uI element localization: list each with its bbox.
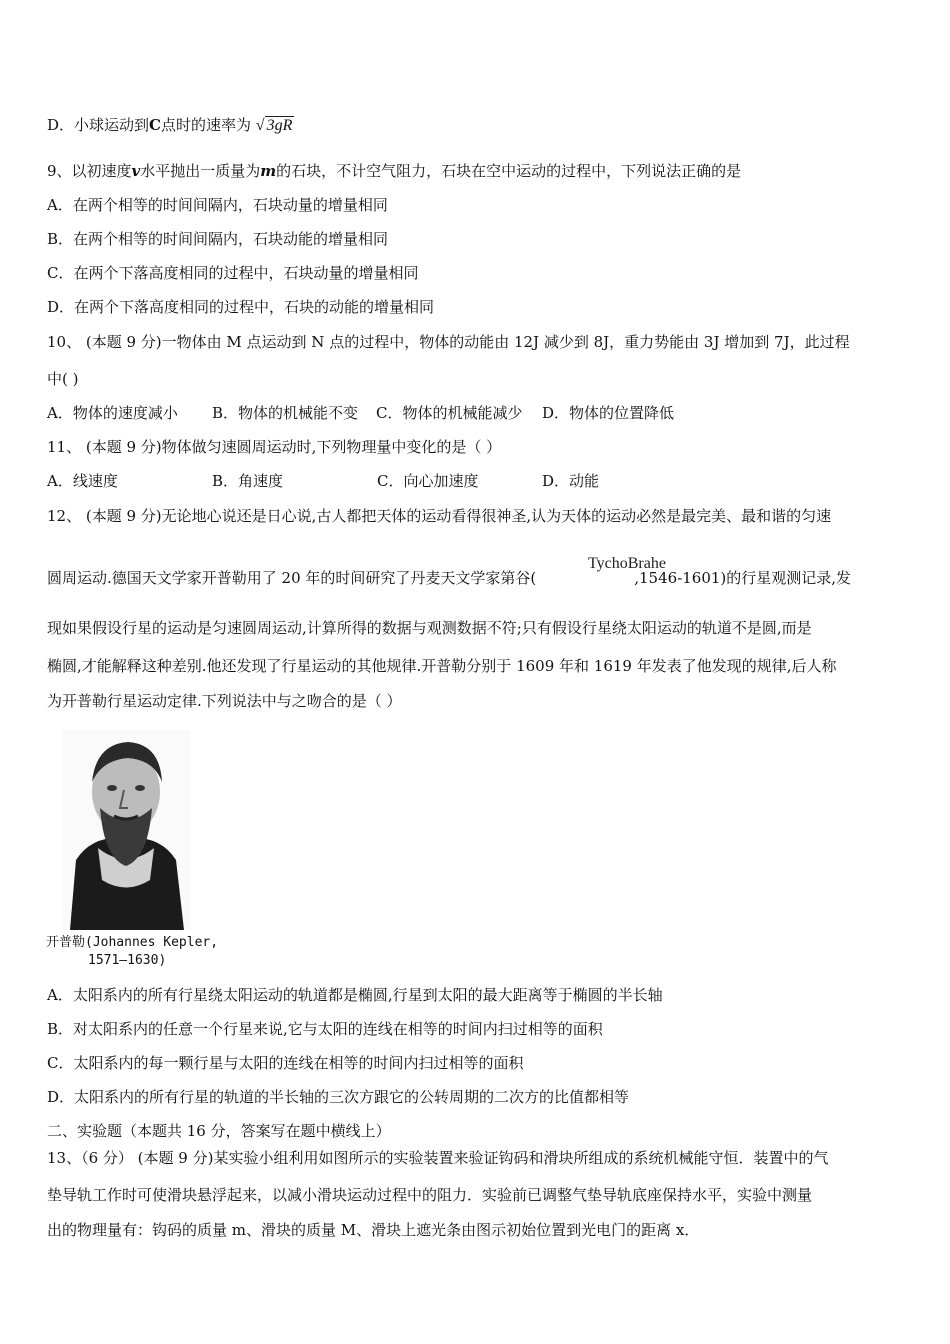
sqrt-expression: √ 3gR [255,117,293,134]
q8-option-d-point: C [149,116,161,134]
q12-stem-line2-a: 圆周运动.德国天文学家开普勒用了 20 年的时间研究了丹麦天文学家第谷( [47,569,537,587]
q9-var-m: m [260,162,277,180]
q12-stem-line3: 现如果假设行星的运动是匀速圆周运动,计算所得的数据与观测数据不符;只有假设行星绕太阳运动的轨道不是圆,而是 [47,619,812,637]
q8-option-d-mid: 点时的速率为 [160,116,251,134]
q12-stem-line5: 为开普勒行星运动定律.下列说法中与之吻合的是（ ） [47,692,402,710]
sqrt-radicand: 3gR [266,117,293,134]
q9-stem-c: 的石块，不计空气阻力，石块在空中运动的过程中，下列说法正确的是 [276,162,742,180]
q9-option-a: A．在两个相等的时间间隔内，石块动量的增量相同 [47,196,388,214]
q10-option-c: C．物体的机械能减少 [376,404,523,422]
q11-option-b: B．角速度 [212,472,284,490]
q10-stem-line1: 10、 (本题 9 分)一物体由 M 点运动到 N 点的过程中，物体的动能由 12J 减少到 8J，重力势能由 3J 增加到 7J，此过程 [47,333,850,351]
caption-line2: 1571—1630) [88,953,167,968]
caption-line1: 开普勒(Johannes Kepler, [46,935,219,950]
q11-option-a: A．线速度 [47,472,118,490]
q10-stem-line2: 中( ) [47,370,79,388]
q11-options [47,471,599,491]
q9-option-d: D．在两个下落高度相同的过程中，石块的动能的增量相同 [47,298,435,316]
q12-option-d: D．太阳系内的所有行星的轨道的半长轴的三次方跟它的公转周期的二次方的比值都相等 [47,1088,630,1106]
section-heading: 二、实验题（本题共 16 分，答案写在题中横线上） [47,1122,391,1140]
q12-option-b: B．对太阳系内的任意一个行星来说,它与太阳的连线在相等的时间内扫过相等的面积 [47,1020,603,1038]
q10-option-b: B．物体的机械能不变 [212,404,359,422]
q11-option-d: D．动能 [542,472,600,490]
q9-stem-b: 水平抛出一质量为 [140,162,261,180]
q9-stem-a: 9、以初速度 [47,162,132,180]
q12-stem-line2-b: ,1546-1601)的行星观测记录,发 [634,569,852,587]
q13-stem-line3: 出的物理量有：钩码的质量 m、滑块的质量 M、滑块上遮光条由图示初始位置到光电门的距离 x． [47,1221,700,1239]
q11-option-c: C．向心加速度 [377,472,479,490]
q10-option-d: D．物体的位置降低 [542,404,675,422]
q8-option-d [47,115,294,136]
q13-stem-line1: 13、（6 分） (本题 9 分)某实验小组利用如图所示的实验装置来验证钩码和滑块所组成的系统机械能守恒．装置中的气 [47,1149,829,1167]
q12-stem-line4: 椭圆,才能解释这种差别.他还发现了行星运动的其他规律.开普勒分别于 1609 年和 1619 年发表了他发现的规律,后人称 [47,657,837,675]
q9-stem [47,161,741,181]
q12-stem-line1: 12、 (本题 9 分)无论地心说还是日心说,古人都把天体的运动看得很神圣,认为天体的运动必然是最完美、最和谐的匀速 [47,507,832,525]
q10-options [47,403,674,423]
q9-var-v: v [131,162,141,180]
q9-option-b: B．在两个相等的时间间隔内，石块动能的增量相同 [47,230,389,248]
q11-stem: 11、 (本题 9 分)物体做匀速圆周运动时,下列物理量中变化的是（ ） [47,438,502,456]
q8-option-d-prefix: D．小球运动到 [47,116,150,134]
q9-option-c: C．在两个下落高度相同的过程中，石块动量的增量相同 [47,264,419,282]
tycho-brahe-name: TychoBrahe [588,555,666,572]
portrait-caption [46,934,218,970]
q10-option-a: A．物体的速度减小 [47,404,178,422]
kepler-portrait [62,730,190,930]
q12-stem-line2 [47,568,851,588]
q12-option-c: C．太阳系内的每一颗行星与太阳的连线在相等的时间内扫过相等的面积 [47,1054,524,1072]
q12-option-a: A．太阳系内的所有行星绕太阳运动的轨道都是椭圆,行星到太阳的最大距离等于椭圆的半长轴 [47,986,663,1004]
q13-stem-line2: 垫导轨工作时可使滑块悬浮起来，以减小滑块运动过程中的阻力．实验前已调整气垫导轨底座保持水平，实验中测量 [47,1186,813,1204]
